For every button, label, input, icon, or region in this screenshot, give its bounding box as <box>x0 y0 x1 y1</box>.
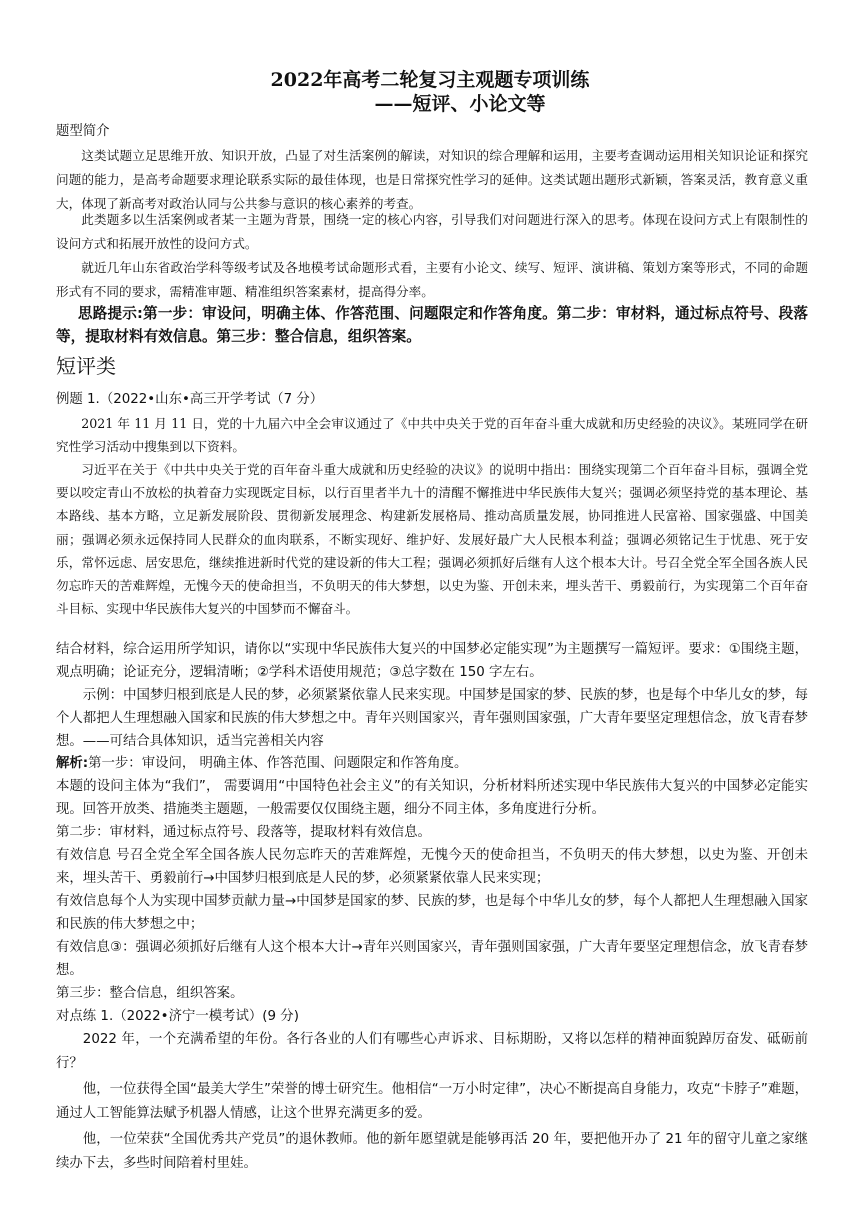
example-paragraph-2: 习近平在关于《中共中央关于党的百年奋斗重大成就和历史经验的决议》的说明中指出：围绕实现第二个百年奋斗目标，强调全党要以咬定青山不放松的执着奋力实现既定目标，以行百里者半九十的清醒不懈推进中华民族伟大复兴；强调必须坚持党的基本理论、基本路线、基本方略，立足新发展阶段、贯彻新发展理念、构建新发展格局、推动高质量发展，协同推进人民富裕、国家强盛、中国美丽；强调必须永远保持同人民群众的血肉联系，不断实现好、维护好、发展好最广大人民根本利益；强调必须铭记生于忧患、死于安乐，常怀远虑、居安思危，继续推进新时代党的建设新的伟大工程；强调必须抓好后继有人这个根本大计。号召全党全军全国各族人民勿忘昨天的苦难辉煌，无愧今天的使命担当，不负明天的伟大梦想，以史为鉴、开创未来，埋头苦干、勇毅前行，为实现第二个百年奋斗目标、实现中华民族伟大复兴的中国梦而不懈奋斗。 <box>56 462 808 617</box>
analysis-paragraph-1: 本题的设问主体为“我们”， 需要调用“中国特色社会主义”的有关知识，分析材料所述实现中华民族伟大复兴的中国梦必定能实现。回答开放类、措施类主题题，一般需要仅仅围绕主题，细分不同主体，多角度进行分析。 <box>56 779 808 818</box>
practice-label: 对点练 1.（2022•济宁一模考试）(9 分) <box>56 1009 299 1024</box>
intro-paragraph-2: 此类题多以生活案例或者某一主题为背景，围绕一定的核心内容，引导我们对问题进行深入的思考。体现在设问方式上有限制性的设问方式和拓展开放性的设问方式。 <box>56 212 808 251</box>
effective-info-3: 有效信息③：强调必须抓好后继有人这个根本大计→青年兴则国家兴，青年强则国家强，广大青年要坚定理想信念，放飞青春梦想。 <box>56 940 808 979</box>
example-label: 例题 1.（2022•山东•高三开学考试（7 分） <box>56 392 324 407</box>
example-paragraph-1: 2021 年 11 月 11 日，党的十九届六中全会审议通过了《中共中央关于党的百年奋斗重大成就和历史经验的决议》。某班同学在研究性学习活动中搜集到以下资料。 <box>56 416 808 455</box>
section-heading: 短评类 <box>56 354 116 378</box>
practice-paragraph-1: 2022 年，一个充满希望的年份。各行各业的人们有哪些心声诉求、目标期盼，又将以怎样的精神面貌踔厉奋发、砥砺前行？ <box>56 1032 808 1071</box>
doc-subtitle: ——短评、小论文等 <box>374 93 546 115</box>
intro-paragraph-3: 就近几年山东省政治学科等级考试及各地模考试命题形式看，主要有小论文、续写、短评、演讲稿、策划方案等形式，不同的命题形式有不同的要求，需精准审题、精准组织答案素材，提高得分率。 <box>56 260 808 299</box>
analysis-step-2: 第二步：审材料，通过标点符号、段落等，提取材料有效信息。 <box>56 825 431 840</box>
analysis-step-3: 第三步：整合信息，组织答案。 <box>56 986 244 1001</box>
effective-info-2: 有效信息每个人为实现中国梦贡献力量→中国梦是国家的梦、民族的梦，也是每个中华儿女的梦，每个人都把人生理想融入国家和民族的伟大梦想之中； <box>56 894 808 933</box>
intro-paragraph-1: 这类试题立足思维开放、知识开放，凸显了对生活案例的解读，对知识的综合理解和运用，主要考查调动运用相关知识论证和探究问题的能力，是高考命题要求理论联系实际的最佳体现，也是日常探究性学习的延伸。这类试题出题形式新颖，答案灵活，教育意义重大，体现了新高考对政治认同与公共参与意识的核心素养的考查。 <box>56 148 808 211</box>
doc-title: 2022年高考二轮复习主观题专项训练 <box>270 69 590 91</box>
intro-label: 题型简介 <box>56 124 110 139</box>
solving-tip: 思路提示:第一步：审设问，明确主体、作答范围、问题限定和作答角度。第二步：审材料，通过标点符号、段落等，提取材料有效信息。第三步：整合信息，组织答案。 <box>56 305 808 345</box>
practice-paragraph-2: 他，一位获得全国“最美大学生”荣誉的博士研究生。他相信“一万小时定律”，决心不断提高自身能力，攻克“卡脖子”难题，通过人工智能算法赋予机器人情感，让这个世界充满更多的爱。 <box>56 1082 808 1121</box>
sample-answer: 示例：中国梦归根到底是人民的梦，必须紧紧依靠人民来实现。中国梦是国家的梦、民族的梦，也是每个中华儿女的梦，每个人都把人生理想融入国家和民族的伟大梦想之中。青年兴则国家兴，青年强则国家强，广大青年要坚定理想信念，放飞青春梦想。——可结合具体知识，适当完善相关内容 <box>56 688 808 750</box>
analysis-label: 解析: <box>56 756 89 771</box>
question-text: 结合材料，综合运用所学知识，请你以“实现中华民族伟大复兴的中国梦必定能实现”为主题撰写一篇短评。要求：①围绕主题，观点明确；论证充分，逻辑清晰；②学科术语使用规范；③总字数在 150 字左右。 <box>56 642 808 681</box>
practice-paragraph-3: 他，一位荣获“全国优秀共产党员”的退休教师。他的新年愿望就是能够再活 20 年，要把他开办了 21 年的留守儿童之家继续办下去，多些时间陪着村里娃。 <box>56 1132 808 1171</box>
analysis-step-1 <box>56 752 808 775</box>
effective-info-1: 有效信息 号召全党全军全国各族人民勿忘昨天的苦难辉煌，无愧今天的使命担当，不负明天的伟大梦想，以史为鉴、开创未来，埋头苦干、勇毅前行→中国梦归根到底是人民的梦，必须紧紧依靠人民来实现； <box>56 848 808 887</box>
analysis-step-1-text: 第一步：审设问， 明确主体、作答范围、问题限定和作答角度。 <box>88 756 468 771</box>
